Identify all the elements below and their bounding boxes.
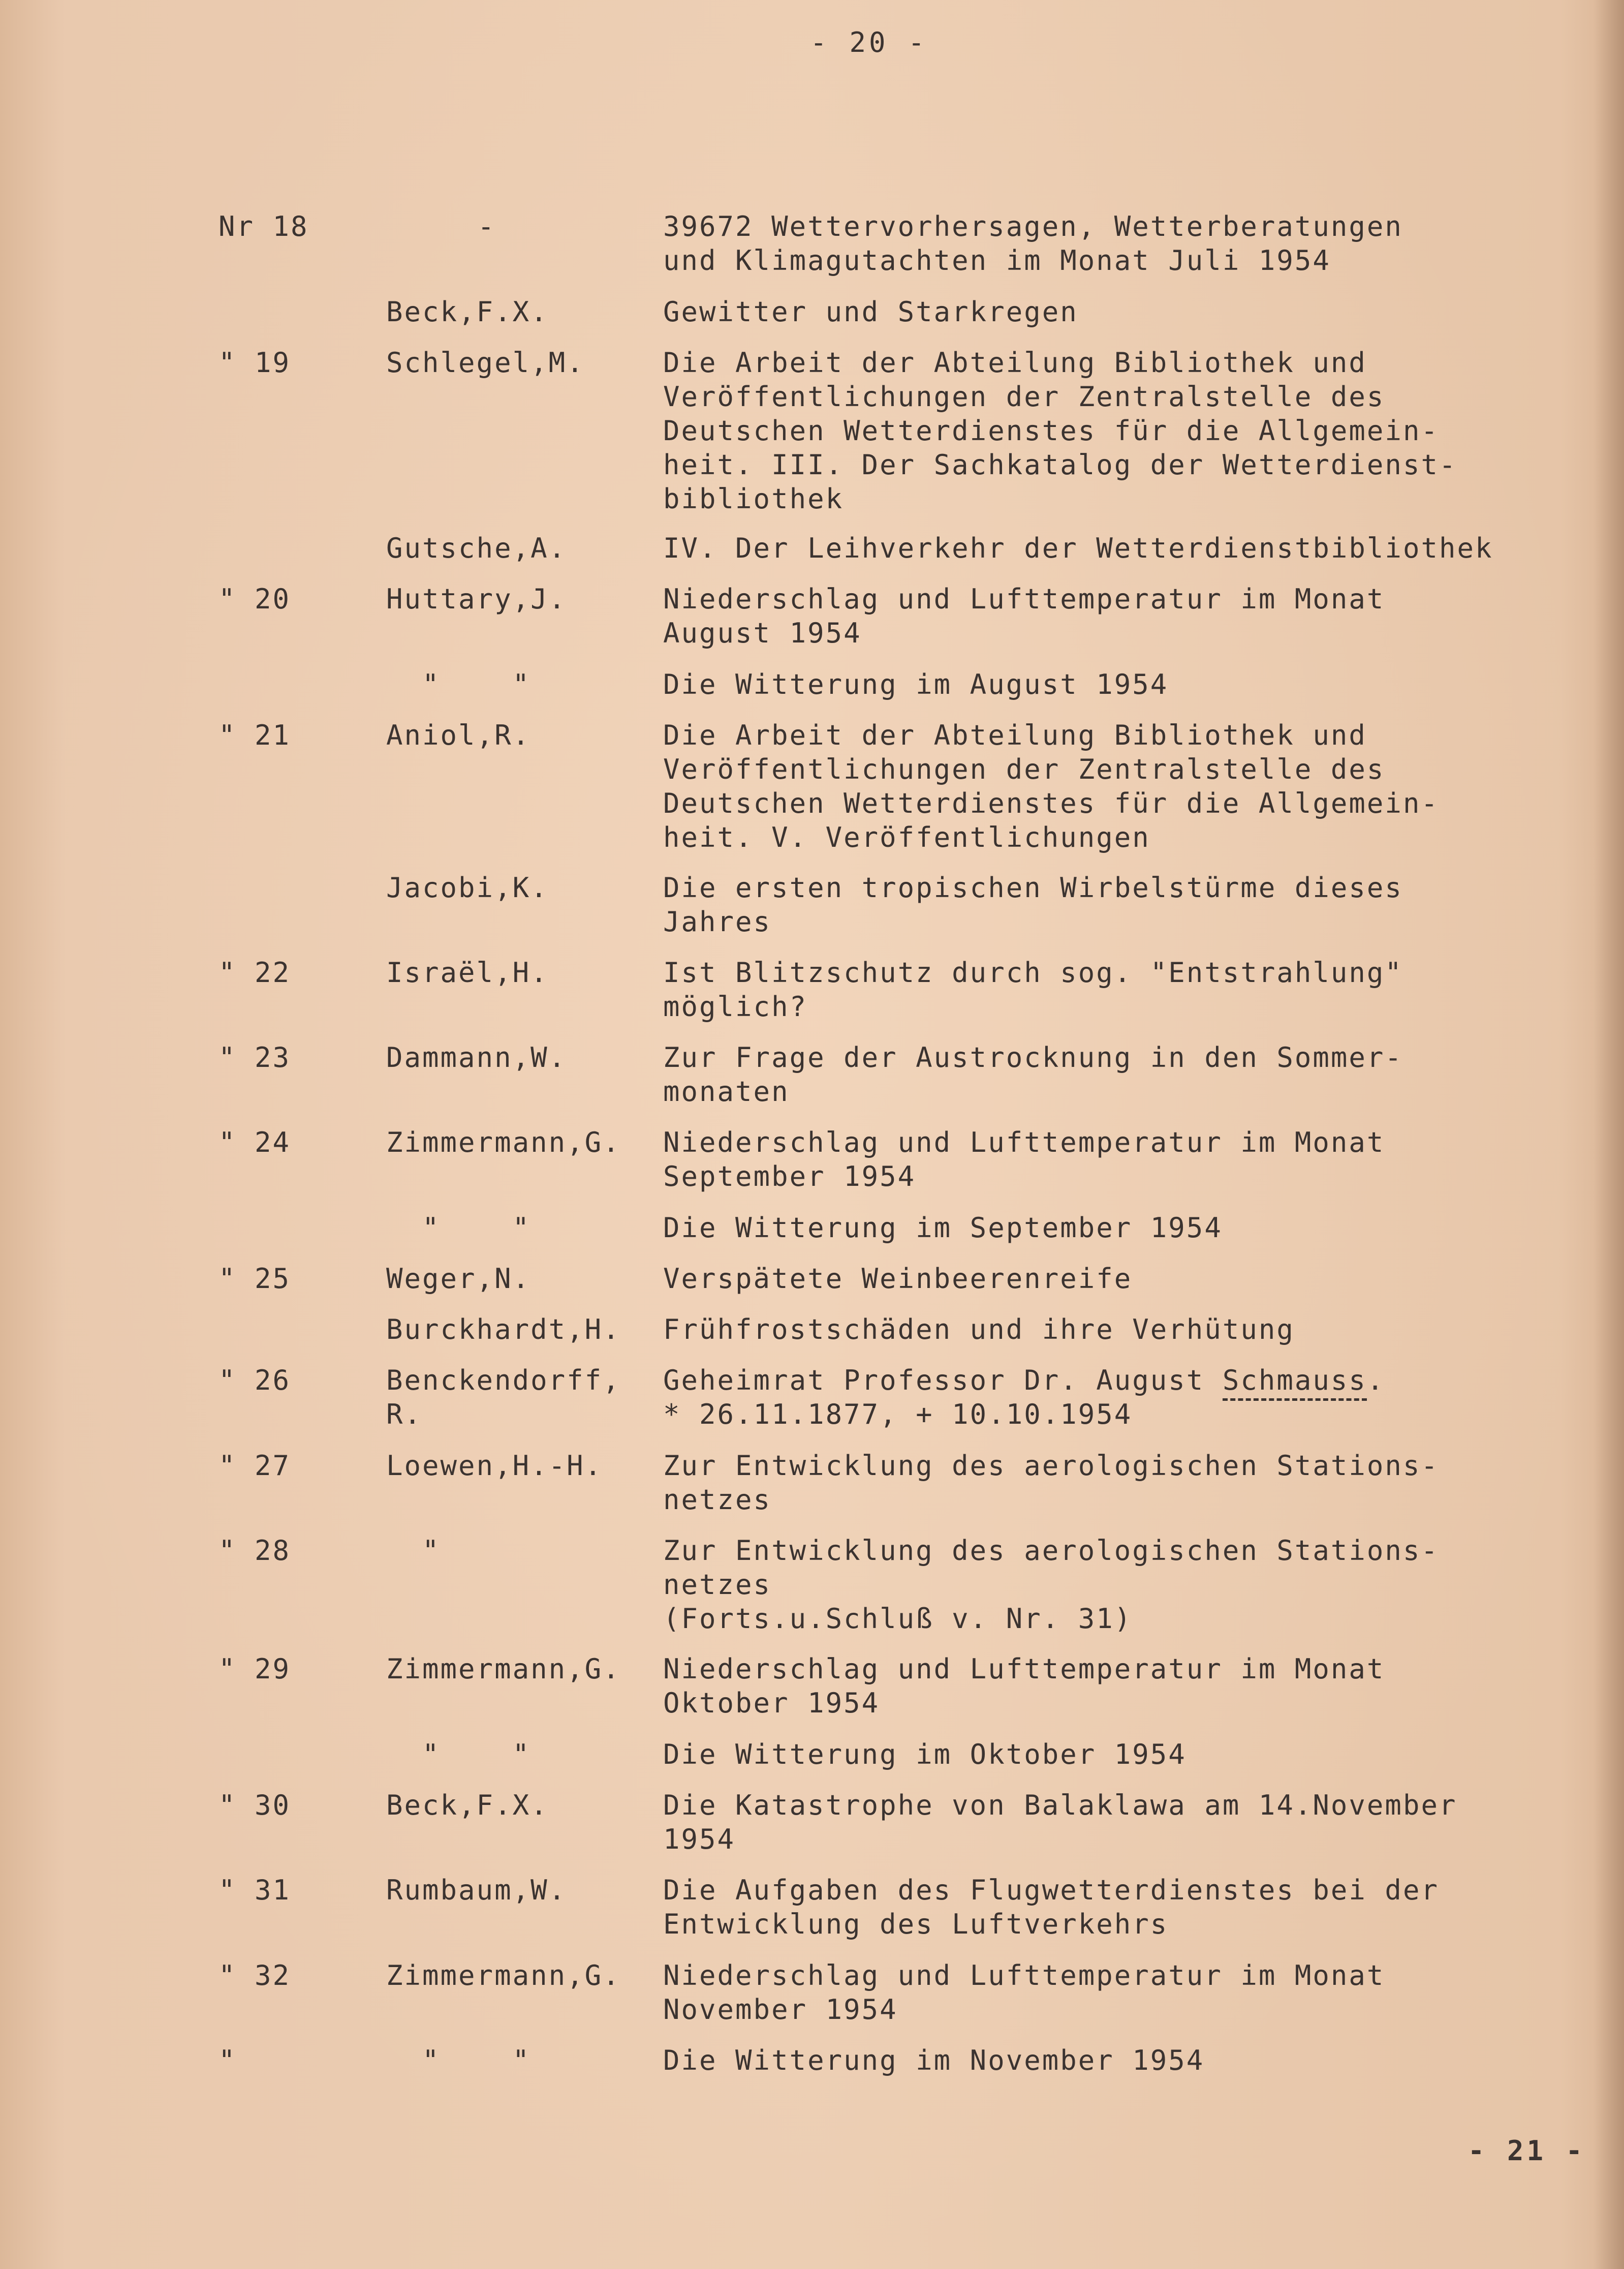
entry-number: " 26 [218,1364,291,1396]
entry-title: Frühfrostschäden und ihre Verhütung [663,1313,1295,1345]
entry-author: Beck,F.X. [386,296,549,328]
entry-number: " 24 [218,1126,291,1158]
entry-author: " " [386,2044,531,2076]
entry-author: Schlegel,M. [386,347,585,379]
entry-title: Zur Entwicklung des aerologischen Stations- netzes (Forts.u.Schluß v. Nr. 31) [663,1535,1439,1635]
entry-title-underlined-name: Schmauss [1223,1364,1367,1401]
entry-author: Dammann,W. [386,1041,567,1074]
entry-author: Gutsche,A. [386,532,567,564]
entry-author: Rumbaum,W. [386,1874,567,1906]
entry-author: Zimmermann,G. [386,1959,621,1991]
entry-title: Zur Frage der Austrocknung in den Sommer- monaten [663,1041,1403,1108]
entry-title: Ist Blitzschutz durch sog. "Entstrahlung" möglich? [663,957,1403,1023]
entry-title: Niederschlag und Lufttemperatur im Monat Oktober 1954 [663,1653,1385,1719]
entry-number: " 20 [218,583,291,615]
entry-title: Die Witterung im August 1954 [663,668,1169,700]
entry-title: Niederschlag und Lufttemperatur im Monat August 1954 [663,583,1385,649]
entry-title: IV. Der Leihverkehr der Wetterdienstbibliothek [663,532,1493,564]
entry-author: Aniol,R. [386,719,531,751]
entry-number: " 30 [218,1789,291,1821]
entry-number: " 28 [218,1535,291,1567]
entry-title: 39672 Wettervorhersagen, Wetterberatungen und Klimagutachten im Monat Juli 1954 [663,210,1403,277]
entry-title: Zur Entwicklung des aerologischen Stations- netzes [663,1450,1439,1516]
entry-title [663,1363,1522,1431]
entry-author: Zimmermann,G. [386,1653,621,1685]
page-number: - 20 - [810,26,928,58]
entry-author: " [386,1535,441,1567]
entry-author: " " [386,1738,531,1770]
entry-number: " 21 [218,719,291,751]
entry-author: - [478,210,496,242]
entry-title: Die Katastrophe von Balaklawa am 14.November 1954 [663,1789,1457,1855]
entry-author: Benckendorff, R. [386,1364,621,1430]
entry-number: " 25 [218,1263,291,1295]
entry-title-part: Geheimrat Professor Dr. August [663,1364,1223,1396]
entry-author: Huttary,J. [386,583,567,615]
entry-author: Zimmermann,G. [386,1126,621,1158]
entry-title: Die Arbeit der Abteilung Bibliothek und Veröffentlichungen der Zentralstelle des Deutschen Wetterdienstes für die Allgemein- heit. III. Der Sachkatalog der Wetterdienst- bibliothek [663,347,1457,515]
entry-author: Jacobi,K. [386,872,549,904]
entry-title: Niederschlag und Lufttemperatur im Monat November 1954 [663,1959,1385,2026]
entry-number: " 31 [218,1874,291,1906]
entry-number: " 19 [218,347,291,379]
entry-author: Burckhardt,H. [386,1313,621,1345]
entry-number: " 27 [218,1450,291,1482]
entry-author: Beck,F.X. [386,1789,549,1821]
entry-title: Niederschlag und Lufttemperatur im Monat September 1954 [663,1126,1385,1192]
entry-number: " 23 [218,1041,291,1074]
entry-title: Die Arbeit der Abteilung Bibliothek und Veröffentlichungen der Zentralstelle des Deutschen Wetterdienstes für die Allgemein- heit. V. Veröffentlichungen [663,719,1439,853]
entry-title: Die Witterung im November 1954 [663,2044,1205,2076]
entry-title: Die ersten tropischen Wirbelstürme dieses Jahres [663,872,1403,938]
entry-title: Verspätete Weinbeerenreife [663,1263,1133,1295]
entry-number: " 32 [218,1959,291,1991]
entry-title-part: . * 26.11.1877, + 10.10.1954 [663,1364,1385,1430]
entry-author: Israël,H. [386,957,549,989]
entry-number: " 22 [218,957,291,989]
next-page-marker: - 21 - [1467,2135,1585,2167]
entry-author: Weger,N. [386,1263,531,1295]
entry-number: " 29 [218,1653,291,1685]
entry-title: Gewitter und Starkregen [663,296,1078,328]
entry-author: " " [386,668,531,700]
entry-title: Die Witterung im September 1954 [663,1212,1223,1244]
entry-author: Loewen,H.-H. [386,1450,603,1482]
entry-title: Die Witterung im Oktober 1954 [663,1738,1186,1770]
entry-title: Die Aufgaben des Flugwetterdienstes bei der Entwicklung des Luftverkehrs [663,1874,1439,1940]
entry-number: " [218,2044,237,2076]
entry-author: " " [386,1212,531,1244]
entry-number: Nr 18 [218,210,309,242]
